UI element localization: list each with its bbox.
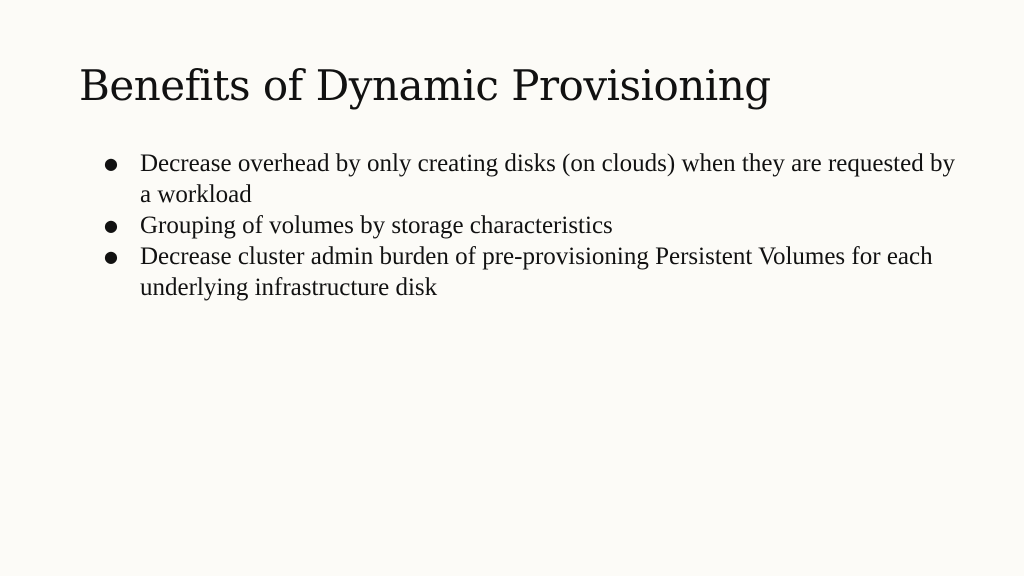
bullet-item-3 bbox=[104, 241, 964, 303]
slide-title: Benefits of Dynamic Provisioning bbox=[79, 61, 771, 110]
bullet-text: Decrease overhead by only creating disks (on clouds) when they are requested by a workload bbox=[140, 150, 955, 208]
bullet-dot-icon: ● bbox=[104, 154, 118, 173]
bullet-list bbox=[104, 148, 964, 303]
bullet-dot-icon: ● bbox=[104, 216, 118, 235]
bullet-dot-icon: ● bbox=[104, 247, 118, 266]
bullet-item-2 bbox=[104, 210, 964, 241]
bullet-text: Grouping of volumes by storage characteristics bbox=[140, 212, 613, 239]
bullet-text: Decrease cluster admin burden of pre-provisioning Persistent Volumes for each underlying infrastructure disk bbox=[140, 243, 933, 301]
bullet-item-1 bbox=[104, 148, 964, 210]
